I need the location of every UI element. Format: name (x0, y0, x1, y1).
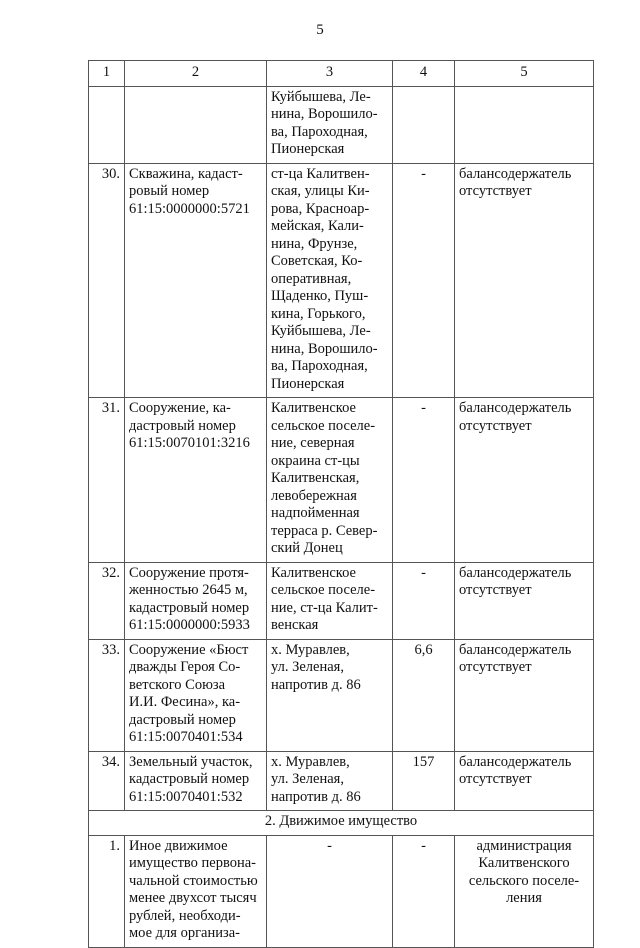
column-header: 3 (267, 61, 393, 87)
row-number: 34. (89, 751, 125, 811)
object-value: - (393, 562, 455, 639)
object-name: Иное движимое имущество первона- чальной стоимостью менее двухсот тысяч рублей, необходи- мое для организа- (125, 835, 267, 947)
object-value: 6,6 (393, 639, 455, 751)
table-row (89, 86, 594, 163)
object-name (125, 86, 267, 163)
balance-holder (455, 86, 594, 163)
balance-holder: балансодержатель отсутствует (455, 398, 594, 563)
section-title: 2. Движимое имущество (89, 811, 594, 836)
row-number: 1. (89, 835, 125, 947)
balance-holder: балансодержатель отсутствует (455, 751, 594, 811)
object-value: - (393, 835, 455, 947)
object-address: х. Муравлев, ул. Зеленая, напротив д. 86 (267, 751, 393, 811)
object-address: Калитвенское сельское поселе- ние, северная окраина ст-цы Калитвенская, левобережная надпойменная терраса р. Север- ский Донец (267, 398, 393, 563)
table-row (89, 835, 594, 947)
balance-holder: балансодержатель отсутствует (455, 562, 594, 639)
column-header: 5 (455, 61, 594, 87)
section-header-row (89, 811, 594, 836)
object-value: 157 (393, 751, 455, 811)
table-header-row (89, 61, 594, 87)
column-header: 4 (393, 61, 455, 87)
object-address: Куйбышева, Ле- нина, Ворошило- ва, Пароходная, Пионерская (267, 86, 393, 163)
property-registry-table (88, 60, 594, 948)
column-header: 2 (125, 61, 267, 87)
balance-holder: балансодержатель отсутствует (455, 163, 594, 398)
object-name: Сооружение протя- женностью 2645 м, кадастровый номер 61:15:0000000:5933 (125, 562, 267, 639)
object-value (393, 86, 455, 163)
column-header: 1 (89, 61, 125, 87)
table-row (89, 163, 594, 398)
object-name: Сооружение, ка- дастровый номер 61:15:0070101:3216 (125, 398, 267, 563)
table-row (89, 751, 594, 811)
table-row (89, 398, 594, 563)
balance-holder: администрация Калитвенского сельского поселе- ления (455, 835, 594, 947)
row-number: 30. (89, 163, 125, 398)
object-address: - (267, 835, 393, 947)
object-value: - (393, 398, 455, 563)
row-number: 31. (89, 398, 125, 563)
balance-holder: балансодержатель отсутствует (455, 639, 594, 751)
row-number: 32. (89, 562, 125, 639)
object-name: Земельный участок, кадастровый номер 61:15:0070401:532 (125, 751, 267, 811)
page-number: 5 (316, 22, 324, 38)
object-address: Калитвенское сельское поселе- ние, ст-ца Калит- венская (267, 562, 393, 639)
object-name: Скважина, кадаст- ровый номер 61:15:0000000:5721 (125, 163, 267, 398)
object-value: - (393, 163, 455, 398)
table-row (89, 639, 594, 751)
row-number: 33. (89, 639, 125, 751)
table-row (89, 562, 594, 639)
object-address: ст-ца Калитвен- ская, улицы Ки- рова, Красноар- мейская, Кали- нина, Фрунзе, Советская, Ко- оперативная, Щаденко, Пуш- кина, Горького, Куйбышева, Ле- нина, Ворошило- ва, Пароходная, Пионерская (267, 163, 393, 398)
object-address: х. Муравлев, ул. Зеленая, напротив д. 86 (267, 639, 393, 751)
row-number (89, 86, 125, 163)
object-name: Сооружение «Бюст дважды Героя Со- ветского Союза И.И. Фесина», ка- дастровый номер 61:15:0070401:534 (125, 639, 267, 751)
